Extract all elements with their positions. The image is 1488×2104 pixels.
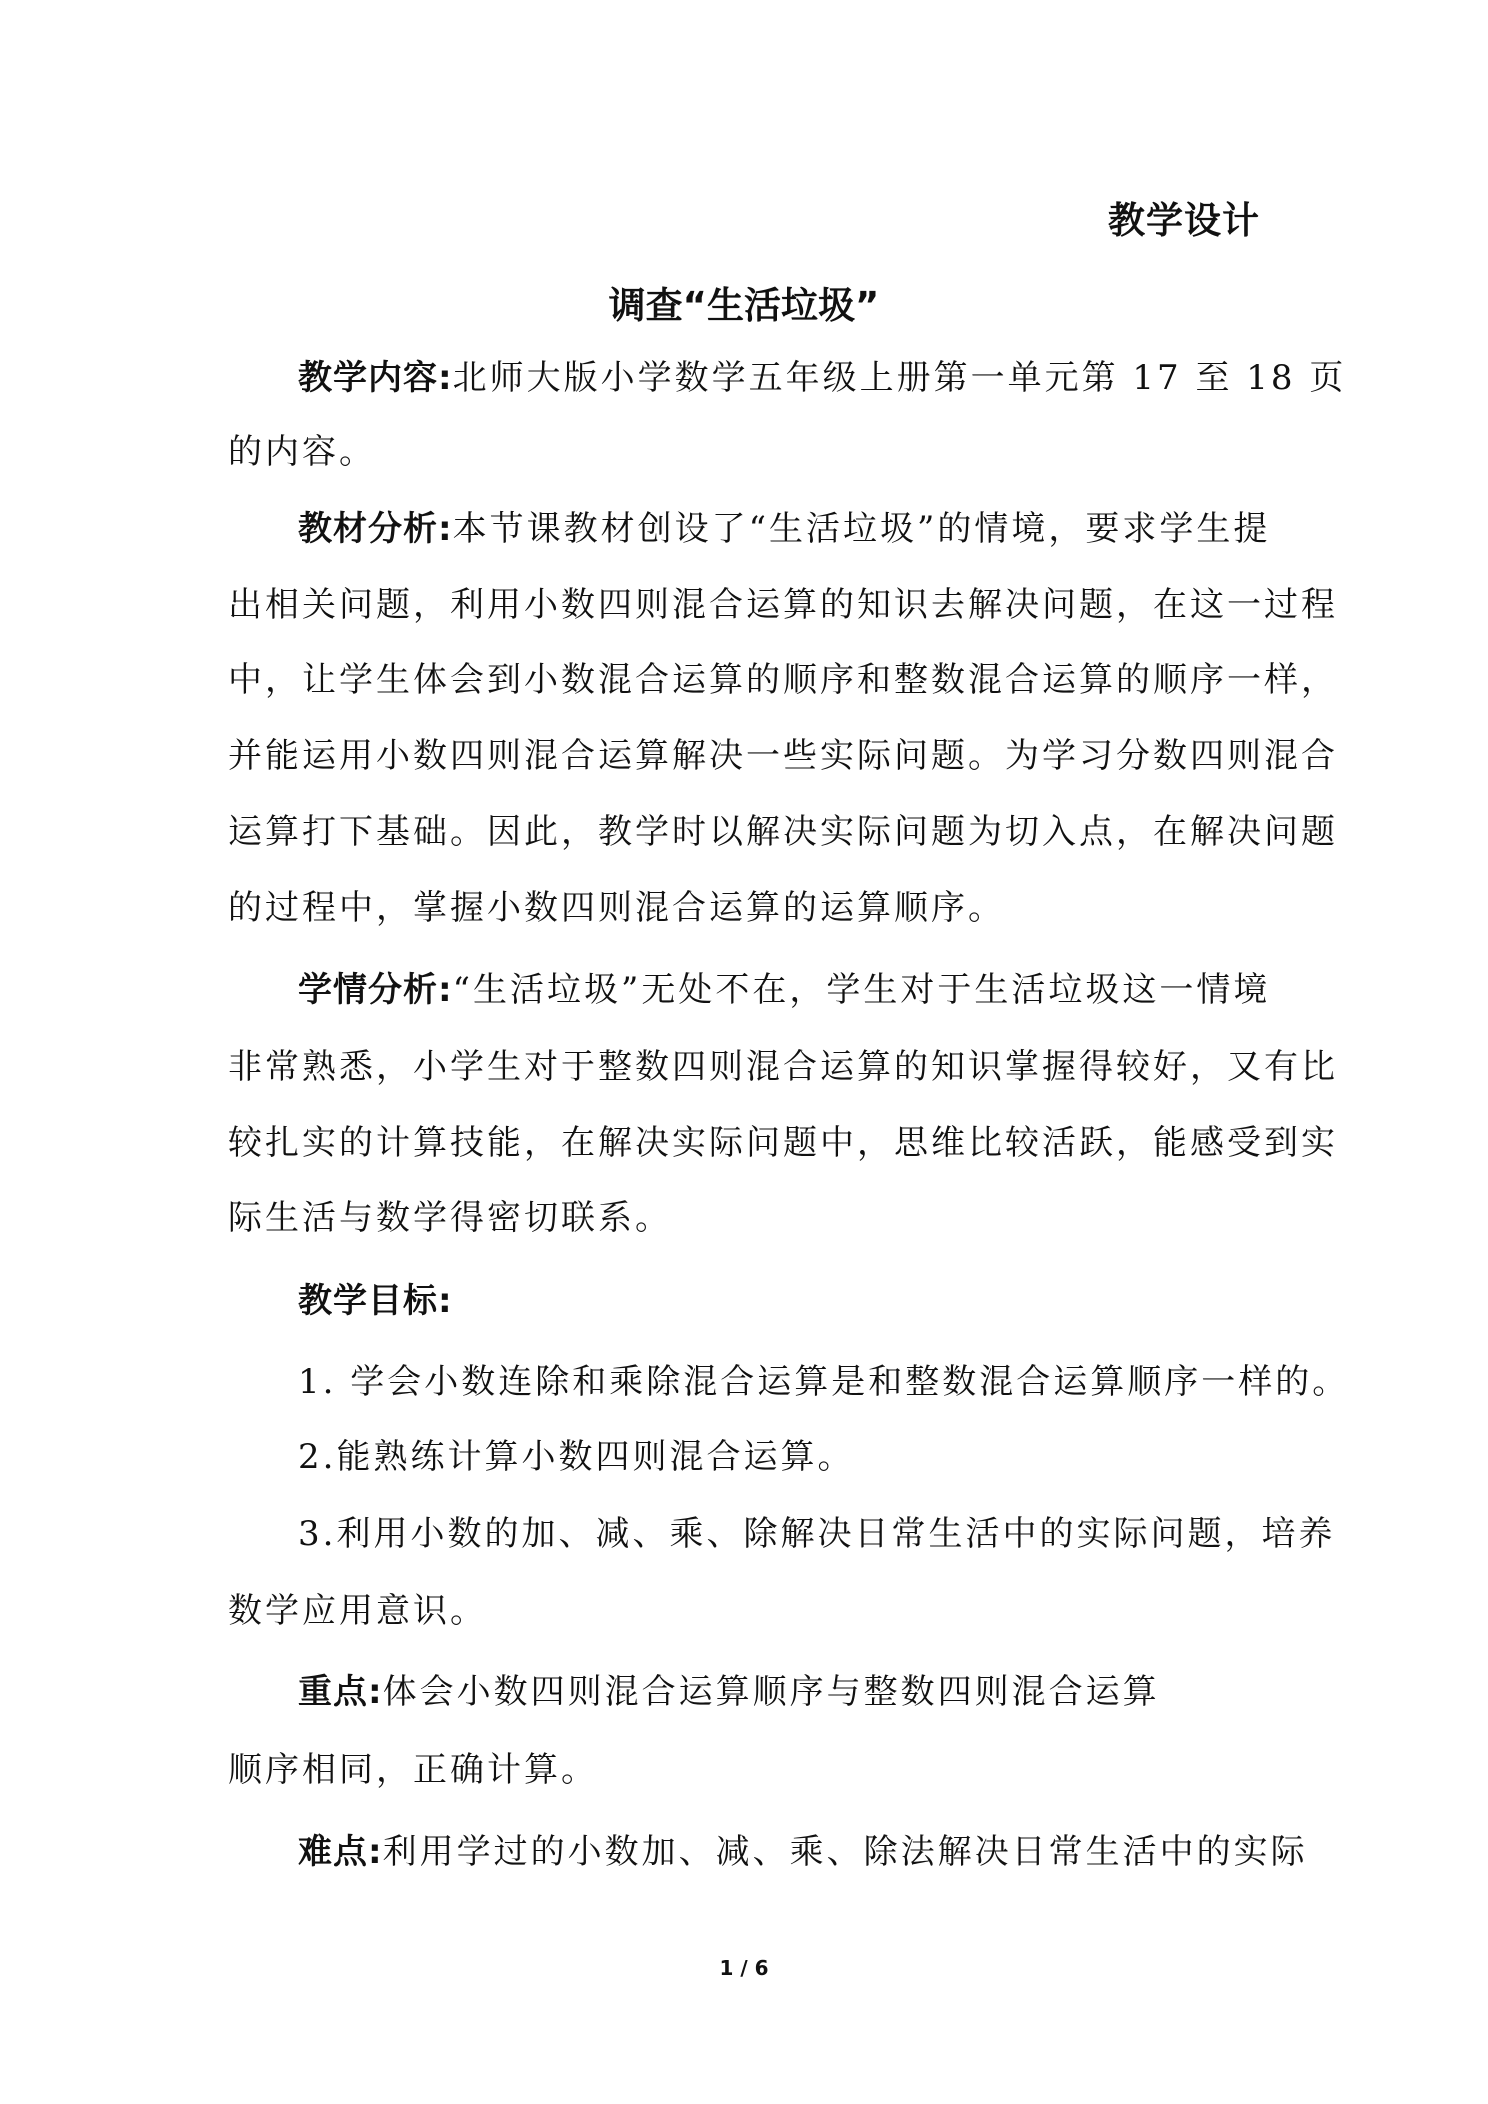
content-paragraph	[298, 358, 1346, 398]
difficulty-paragraph	[298, 1832, 1308, 1872]
key-point-label: 重点:	[298, 1672, 383, 1712]
student-analysis-line: 非常熟悉，小学生对于整数四则混合运算的知识掌握得较好，又有比	[228, 1047, 1338, 1087]
key-point-line: 顺序相同，正确计算。	[228, 1750, 598, 1790]
content-text-line: 的内容。	[228, 432, 376, 472]
objective-item-3: 3.利用小数的加、减、乘、除解决日常生活中的实际问题，培养	[298, 1514, 1336, 1554]
document-title: 教学设计	[1108, 199, 1260, 242]
student-analysis-label: 学情分析:	[298, 970, 453, 1010]
textbook-analysis-line: 本节课教材创设了“生活垃圾”的情境，要求学生提	[452, 509, 1271, 549]
objective-item-3-cont: 数学应用意识。	[228, 1591, 487, 1631]
difficulty-line: 利用学过的小数加、减、乘、除法解决日常生活中的实际	[382, 1832, 1308, 1872]
key-point-line: 体会小数四则混合运算顺序与整数四则混合运算	[382, 1672, 1160, 1712]
textbook-analysis-paragraph	[298, 509, 1270, 549]
student-analysis-line: 际生活与数学得密切联系。	[228, 1198, 672, 1238]
difficulty-label: 难点:	[298, 1832, 383, 1872]
objectives-label: 教学目标:	[298, 1281, 453, 1321]
student-analysis-line: “生活垃圾”无处不在，学生对于生活垃圾这一情境	[452, 970, 1271, 1010]
student-analysis-line: 较扎实的计算技能，在解决实际问题中，思维比较活跃，能感受到实	[228, 1123, 1338, 1163]
textbook-analysis-line: 的过程中，掌握小数四则混合运算的运算顺序。	[228, 888, 1005, 928]
textbook-analysis-line: 出相关问题，利用小数四则混合运算的知识去解决问题，在这一过程	[228, 585, 1338, 625]
textbook-analysis-label: 教材分析:	[298, 509, 453, 549]
textbook-analysis-line: 运算打下基础。因此，教学时以解决实际问题为切入点，在解决问题	[228, 812, 1338, 852]
objective-item-2: 2.能熟练计算小数四则混合运算。	[298, 1437, 855, 1477]
content-label: 教学内容:	[298, 358, 453, 398]
content-text-line: 北师大版小学数学五年级上册第一单元第 17 至 18 页	[452, 358, 1347, 398]
key-point-paragraph	[298, 1672, 1160, 1712]
textbook-analysis-line: 并能运用小数四则混合运算解决一些实际问题。为学习分数四则混合	[228, 736, 1338, 776]
page-number: 1 / 6	[719, 1956, 769, 1980]
student-analysis-paragraph	[298, 970, 1270, 1010]
textbook-analysis-line: 中，让学生体会到小数混合运算的顺序和整数混合运算的顺序一样，	[228, 660, 1338, 700]
objective-item-1: 1. 学会小数连除和乘除混合运算是和整数混合运算顺序一样的。	[298, 1362, 1350, 1402]
lesson-title: 调查“生活垃圾”	[608, 284, 880, 327]
